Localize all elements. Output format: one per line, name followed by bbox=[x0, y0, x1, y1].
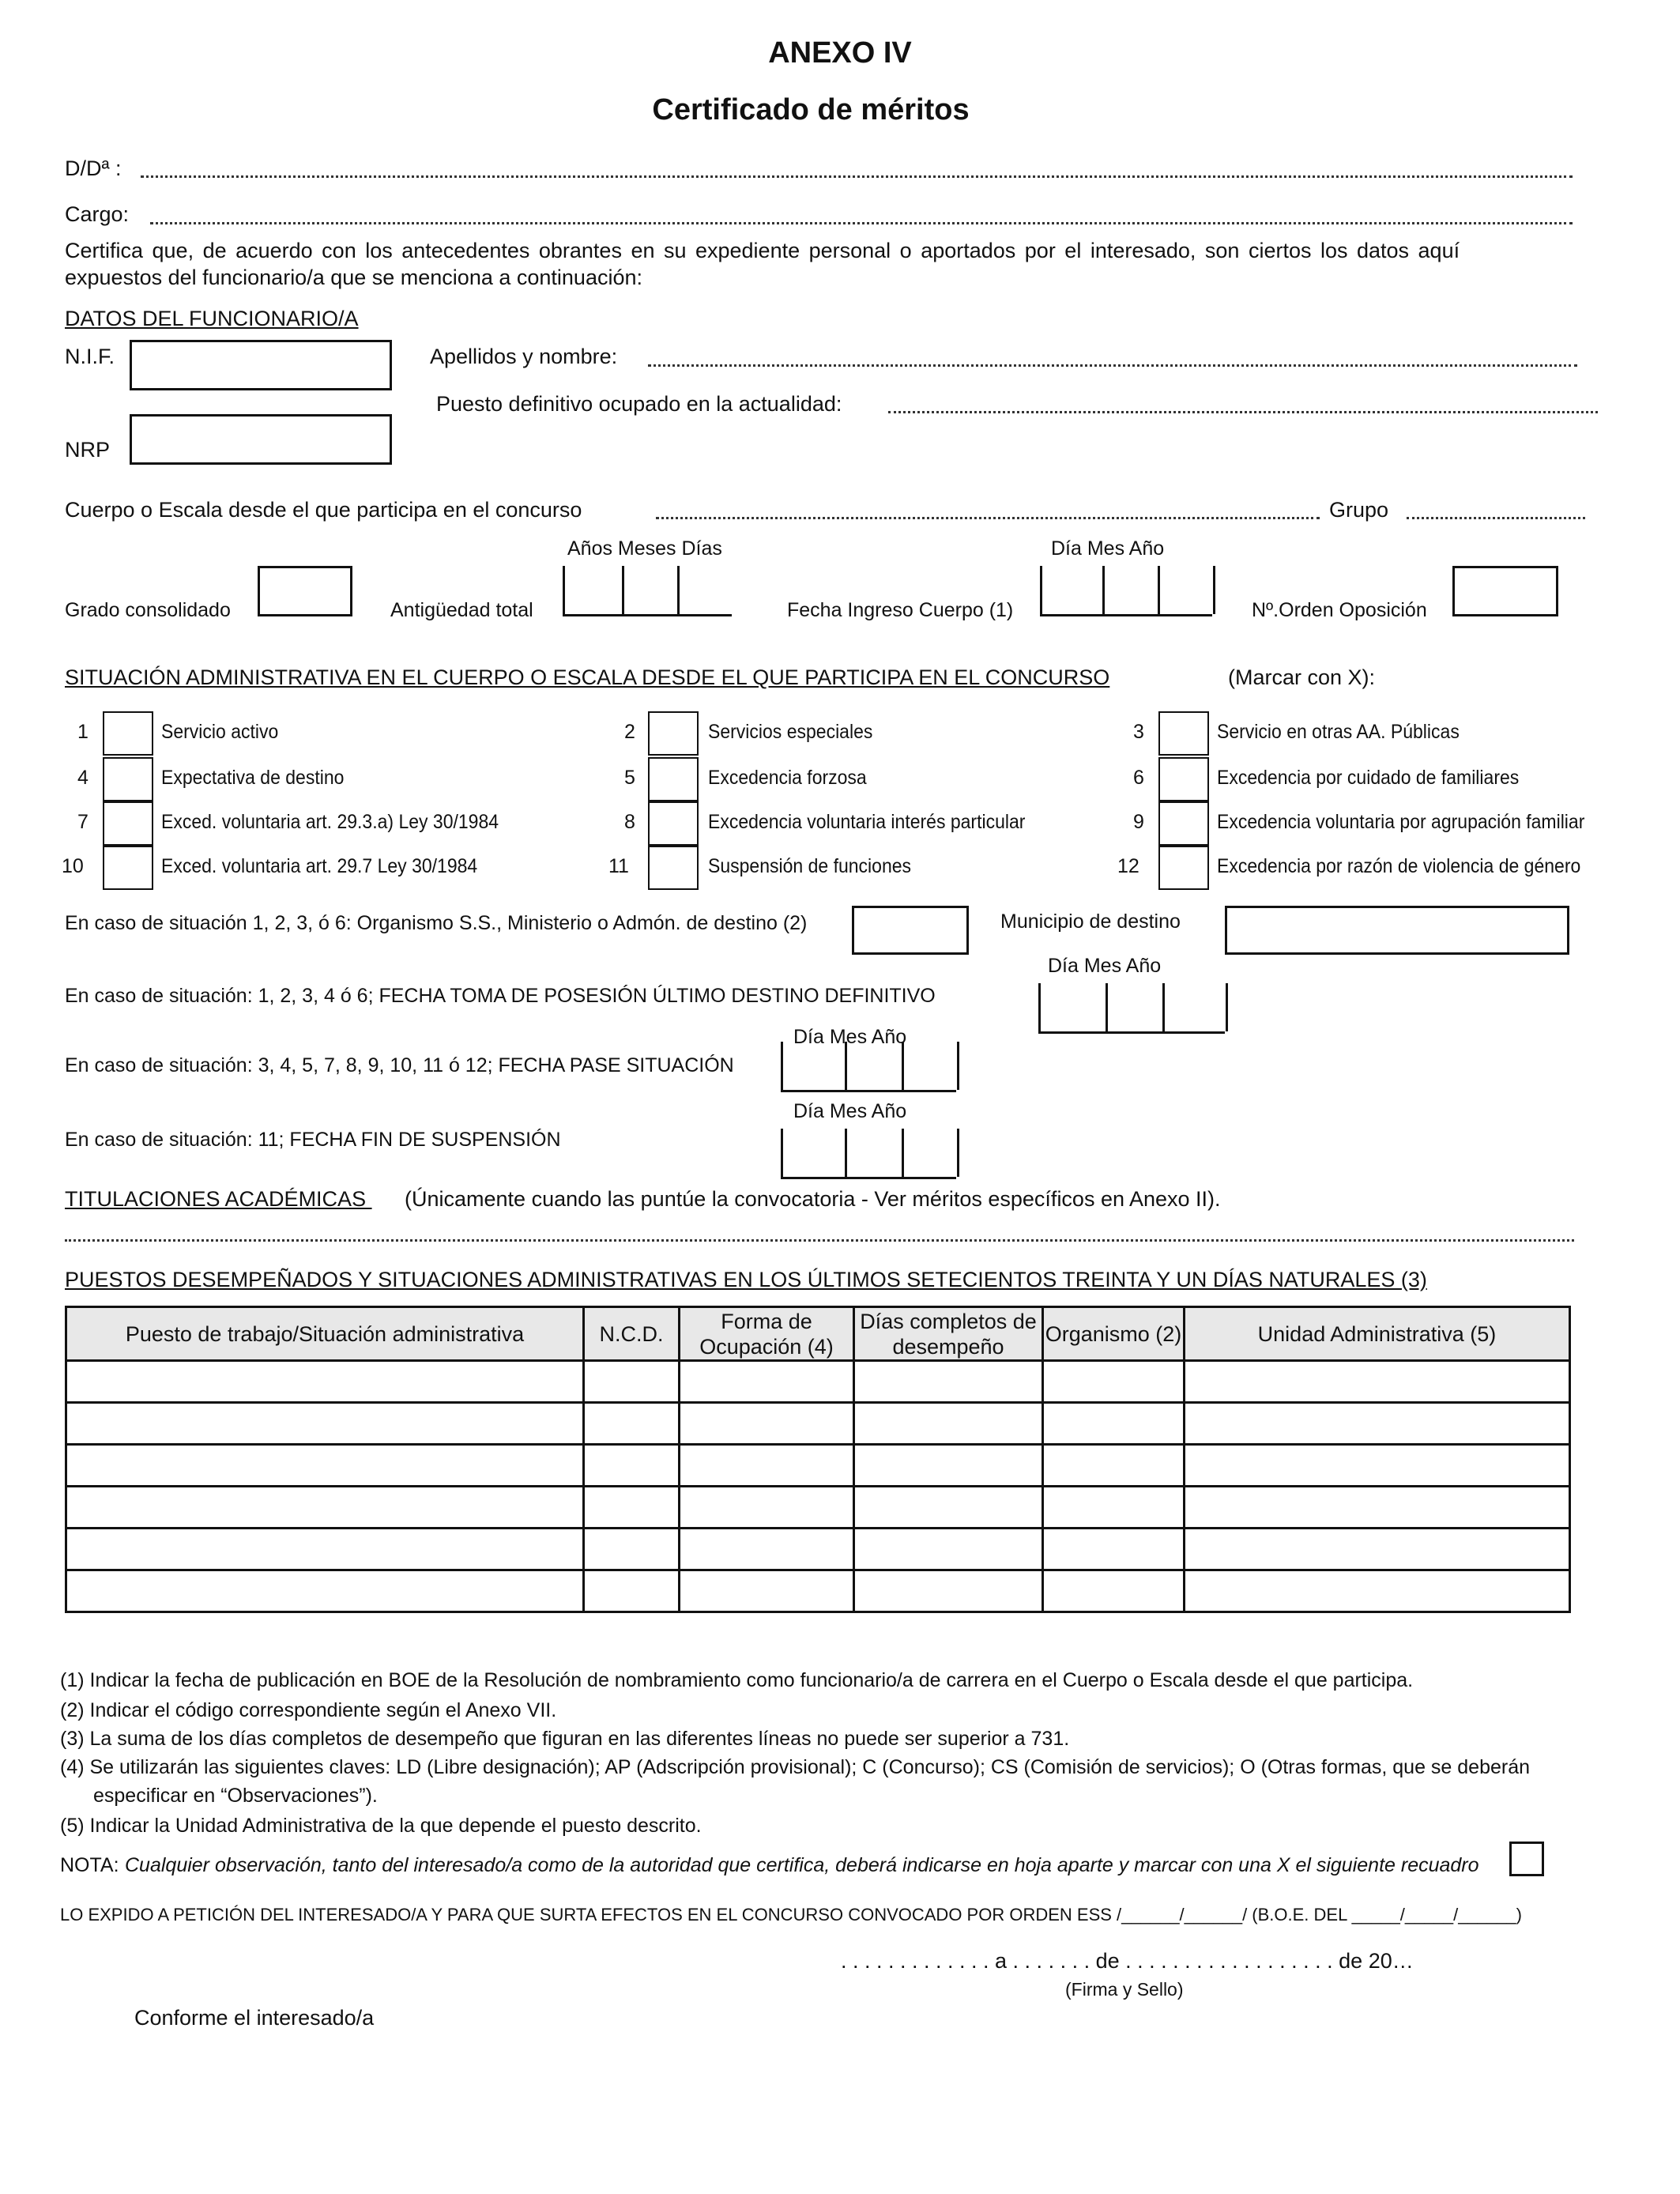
situacion-checkbox-5[interactable] bbox=[648, 757, 699, 801]
page-title: Certificado de méritos bbox=[652, 93, 970, 126]
note-1: (1) Indicar la fecha de publicación en BOE de la Resolución de nombramiento como funcionario/a de carrera en el Cuerpo o Escala desde el que participa. bbox=[60, 1669, 1414, 1691]
titulaciones-dotted-line[interactable] bbox=[65, 1239, 1574, 1242]
situacion-num-1: 1 bbox=[77, 721, 89, 743]
table-cell[interactable] bbox=[854, 1403, 1043, 1445]
nota-text: Cualquier observación, tanto del interesado/a como de la autoridad que certifica, deberá indicarse en hoja aparte y marcar con una X el siguiente recuadro bbox=[125, 1854, 1479, 1876]
fin-date-field[interactable] bbox=[781, 1129, 956, 1179]
conforme-label: Conforme el interesado/a bbox=[134, 2006, 375, 2030]
pase-columns: Día Mes Año bbox=[793, 1026, 907, 1048]
table-cell[interactable] bbox=[1043, 1529, 1185, 1570]
titulaciones-heading: TITULACIONES ACADÉMICAS bbox=[65, 1187, 372, 1211]
antiguedad-label: Antigüedad total bbox=[390, 599, 533, 621]
grupo-label: Grupo bbox=[1329, 498, 1389, 522]
table-cell[interactable] bbox=[1185, 1361, 1570, 1403]
situacion-note: (Marcar con X): bbox=[1228, 665, 1376, 689]
table-cell[interactable] bbox=[584, 1487, 680, 1529]
situacion-label-4: Expectativa de destino bbox=[161, 767, 345, 789]
situacion-num-4: 4 bbox=[77, 767, 89, 789]
table-cell[interactable] bbox=[66, 1529, 584, 1570]
annex-title: ANEXO IV bbox=[768, 36, 912, 70]
situacion-num-7: 7 bbox=[77, 811, 89, 833]
cargo-label: Cargo: bbox=[65, 202, 130, 226]
note-4: (4) Se utilizarán las siguientes claves: LD (Libre designación); AP (Adscripción provisional); C (Concurso); CS (Comisión de servicios); O (Otras formas, que se deberán bbox=[60, 1756, 1531, 1778]
cuerpo-dotted-line[interactable] bbox=[656, 517, 1320, 519]
situacion-label-9: Excedencia voluntaria por agrupación familiar bbox=[1217, 811, 1585, 833]
orden-field[interactable] bbox=[1452, 566, 1558, 616]
signature-line[interactable]: . . . . . . . . . . . . . a . . . . . . . de . . . . . . . . . . . . . . . . . . de 20… bbox=[841, 1949, 1414, 1973]
note-3: (3) La suma de los días completos de desempeño que figuran en las diferentes líneas no puede ser superior a 731. bbox=[60, 1728, 1070, 1750]
table-cell[interactable] bbox=[680, 1570, 854, 1612]
situacion-checkbox-8[interactable] bbox=[648, 801, 699, 846]
table-cell[interactable] bbox=[854, 1529, 1043, 1570]
table-cell[interactable] bbox=[1043, 1445, 1185, 1487]
situacion-label-3: Servicio en otras AA. Públicas bbox=[1217, 721, 1460, 743]
situacion-checkbox-1[interactable] bbox=[103, 711, 153, 756]
table-cell[interactable] bbox=[584, 1361, 680, 1403]
table-cell[interactable] bbox=[66, 1361, 584, 1403]
situacion-num-3: 3 bbox=[1133, 721, 1144, 743]
firma-sello-label: (Firma y Sello) bbox=[1065, 1979, 1184, 2000]
situacion-label-8: Excedencia voluntaria interés particular bbox=[708, 811, 1026, 833]
table-cell[interactable] bbox=[1185, 1529, 1570, 1570]
table-cell[interactable] bbox=[1185, 1445, 1570, 1487]
situacion-checkbox-7[interactable] bbox=[103, 801, 153, 846]
fecha-ingreso-label: Fecha Ingreso Cuerpo (1) bbox=[787, 599, 1014, 621]
organismo-field[interactable] bbox=[852, 906, 969, 955]
table-cell[interactable] bbox=[66, 1445, 584, 1487]
table-cell[interactable] bbox=[66, 1487, 584, 1529]
fecha-ingreso-columns: Día Mes Año bbox=[1051, 537, 1165, 560]
col-unidad: Unidad Administrativa (5) bbox=[1185, 1307, 1570, 1361]
situacion-num-12: 12 bbox=[1117, 855, 1139, 877]
nrp-field[interactable] bbox=[130, 414, 392, 465]
table-cell[interactable] bbox=[1043, 1361, 1185, 1403]
orden-label: Nº.Orden Oposición bbox=[1252, 599, 1427, 621]
situacion-label-10: Exced. voluntaria art. 29.7 Ley 30/1984 bbox=[161, 855, 478, 877]
table-cell[interactable] bbox=[1043, 1403, 1185, 1445]
dda-label: D/Dª : bbox=[65, 156, 122, 180]
caso-organismo-text: En caso de situación 1, 2, 3, ó 6: Organismo S.S., Ministerio o Admón. de destino (2) bbox=[65, 912, 808, 934]
table-cell[interactable] bbox=[854, 1361, 1043, 1403]
table-cell[interactable] bbox=[854, 1570, 1043, 1612]
funcionario-heading: DATOS DEL FUNCIONARIO/A bbox=[65, 307, 359, 330]
situacion-label-6: Excedencia por cuidado de familiares bbox=[1217, 767, 1520, 789]
table-cell[interactable] bbox=[584, 1570, 680, 1612]
grado-field[interactable] bbox=[258, 566, 352, 616]
cuerpo-label: Cuerpo o Escala desde el que participa en el concurso bbox=[65, 498, 582, 522]
col-puesto: Puesto de trabajo/Situación administrativa bbox=[66, 1307, 584, 1361]
table-cell[interactable] bbox=[1185, 1487, 1570, 1529]
situacion-label-1: Servicio activo bbox=[161, 721, 279, 743]
col-dias: Días completos de desempeño bbox=[854, 1307, 1043, 1361]
situacion-label-2: Servicios especiales bbox=[708, 721, 873, 743]
caso-pase-text: En caso de situación: 3, 4, 5, 7, 8, 9, 10, 11 ó 12; FECHA PASE SITUACIÓN bbox=[65, 1054, 734, 1076]
grupo-dotted-line[interactable] bbox=[1407, 517, 1585, 519]
fecha-ingreso-field[interactable] bbox=[1040, 566, 1212, 616]
caso-fin-text: En caso de situación: 11; FECHA FIN DE SUSPENSIÓN bbox=[65, 1129, 561, 1151]
col-forma: Forma de Ocupación (4) bbox=[680, 1307, 854, 1361]
table-row bbox=[66, 1403, 1570, 1445]
situacion-heading: SITUACIÓN ADMINISTRATIVA EN EL CUERPO O ESCALA DESDE EL QUE PARTICIPA EN EL CONCURSO bbox=[65, 665, 1110, 689]
col-organismo: Organismo (2) bbox=[1043, 1307, 1185, 1361]
municipio-field[interactable] bbox=[1225, 906, 1569, 955]
toma-columns: Día Mes Año bbox=[1048, 955, 1162, 977]
puestos-heading: PUESTOS DESEMPEÑADOS Y SITUACIONES ADMINISTRATIVAS EN LOS ÚLTIMOS SETECIENTOS TREINTA Y UN DÍAS NATURALES (3) bbox=[65, 1268, 1427, 1291]
table-cell[interactable] bbox=[584, 1445, 680, 1487]
table-row bbox=[66, 1529, 1570, 1570]
table-cell[interactable] bbox=[1043, 1570, 1185, 1612]
situacion-checkbox-12[interactable] bbox=[1158, 846, 1209, 890]
apellidos-label: Apellidos y nombre: bbox=[430, 345, 618, 368]
situacion-checkbox-4[interactable] bbox=[103, 757, 153, 801]
table-cell[interactable] bbox=[1185, 1403, 1570, 1445]
puesto-label: Puesto definitivo ocupado en la actualidad: bbox=[436, 392, 842, 416]
table-cell[interactable] bbox=[680, 1445, 854, 1487]
situacion-checkbox-11[interactable] bbox=[648, 846, 699, 890]
table-row bbox=[66, 1445, 1570, 1487]
antiguedad-columns: Años Meses Días bbox=[567, 537, 722, 560]
situacion-num-2: 2 bbox=[624, 721, 635, 743]
situacion-checkbox-6[interactable] bbox=[1158, 757, 1209, 801]
municipio-label: Municipio de destino bbox=[1000, 910, 1181, 933]
table-cell[interactable] bbox=[1043, 1487, 1185, 1529]
situacion-checkbox-3[interactable] bbox=[1158, 711, 1209, 756]
situacion-num-6: 6 bbox=[1133, 767, 1144, 789]
table-cell[interactable] bbox=[66, 1403, 584, 1445]
table-cell[interactable] bbox=[584, 1529, 680, 1570]
pase-date-field[interactable] bbox=[781, 1042, 956, 1092]
situacion-num-8: 8 bbox=[624, 811, 635, 833]
apellidos-dotted-line[interactable] bbox=[648, 364, 1577, 367]
situacion-label-12: Excedencia por razón de violencia de género bbox=[1217, 855, 1581, 877]
situacion-checkbox-10[interactable] bbox=[103, 846, 153, 890]
table-row bbox=[66, 1361, 1570, 1403]
table-cell[interactable] bbox=[854, 1487, 1043, 1529]
note-2: (2) Indicar el código correspondiente según el Anexo VII. bbox=[60, 1699, 557, 1721]
nif-label: N.I.F. bbox=[65, 345, 115, 368]
situacion-checkbox-9[interactable] bbox=[1158, 801, 1209, 846]
note-4-cont: especificar en “Observaciones”). bbox=[93, 1785, 378, 1807]
dda-dotted-line[interactable] bbox=[141, 175, 1573, 178]
table-cell[interactable] bbox=[680, 1529, 854, 1570]
antiguedad-field[interactable] bbox=[563, 566, 732, 616]
nif-field[interactable] bbox=[130, 340, 392, 390]
situacion-checkbox-2[interactable] bbox=[648, 711, 699, 756]
toma-date-field[interactable] bbox=[1038, 983, 1225, 1034]
table-cell[interactable] bbox=[680, 1361, 854, 1403]
table-cell[interactable] bbox=[680, 1403, 854, 1445]
certifica-text-1: Certifica que, de acuerdo con los antecedentes obrantes en su expediente personal o aportados por el interesado, son ciertos los datos aquí bbox=[65, 239, 1460, 262]
nrp-label: NRP bbox=[65, 438, 111, 462]
nota-label: NOTA: bbox=[60, 1854, 119, 1876]
cargo-dotted-line[interactable] bbox=[150, 222, 1573, 224]
table-cell[interactable] bbox=[1185, 1570, 1570, 1612]
titulaciones-note: (Únicamente cuando las puntúe la convocatoria - Ver méritos específicos en Anexo II). bbox=[405, 1187, 1221, 1211]
situacion-num-11: 11 bbox=[608, 855, 629, 877]
table-cell[interactable] bbox=[66, 1570, 584, 1612]
situacion-num-9: 9 bbox=[1133, 811, 1144, 833]
recuadro-checkbox[interactable] bbox=[1509, 1842, 1544, 1876]
situacion-label-5: Excedencia forzosa bbox=[708, 767, 867, 789]
grado-label: Grado consolidado bbox=[65, 599, 231, 621]
table-cell[interactable] bbox=[584, 1403, 680, 1445]
puestos-table bbox=[65, 1306, 1571, 1613]
situacion-label-11: Suspensión de funciones bbox=[708, 855, 912, 877]
puesto-dotted-line[interactable] bbox=[888, 411, 1598, 413]
situacion-label-7: Exced. voluntaria art. 29.3.a) Ley 30/1984 bbox=[161, 811, 499, 833]
caso-toma-text: En caso de situación: 1, 2, 3, 4 ó 6; FECHA TOMA DE POSESIÓN ÚLTIMO DESTINO DEFINITIVO bbox=[65, 985, 936, 1007]
table-cell[interactable] bbox=[680, 1487, 854, 1529]
table-row bbox=[66, 1487, 1570, 1529]
expido-text: LO EXPIDO A PETICIÓN DEL INTERESADO/A Y PARA QUE SURTA EFECTOS EN EL CONCURSO CONVOCADO POR ORDEN ESS /______/______/ (B.O.E. DEL _____/_____/______) bbox=[60, 1905, 1522, 1924]
table-row bbox=[66, 1570, 1570, 1612]
certifica-text-2: expuestos del funcionario/a que se menciona a continuación: bbox=[65, 266, 642, 289]
fin-columns: Día Mes Año bbox=[793, 1100, 907, 1122]
table-cell[interactable] bbox=[854, 1445, 1043, 1487]
note-5: (5) Indicar la Unidad Administrativa de la que depende el puesto descrito. bbox=[60, 1815, 702, 1837]
col-ncd: N.C.D. bbox=[584, 1307, 680, 1361]
situacion-num-10: 10 bbox=[62, 855, 84, 877]
situacion-num-5: 5 bbox=[624, 767, 635, 789]
